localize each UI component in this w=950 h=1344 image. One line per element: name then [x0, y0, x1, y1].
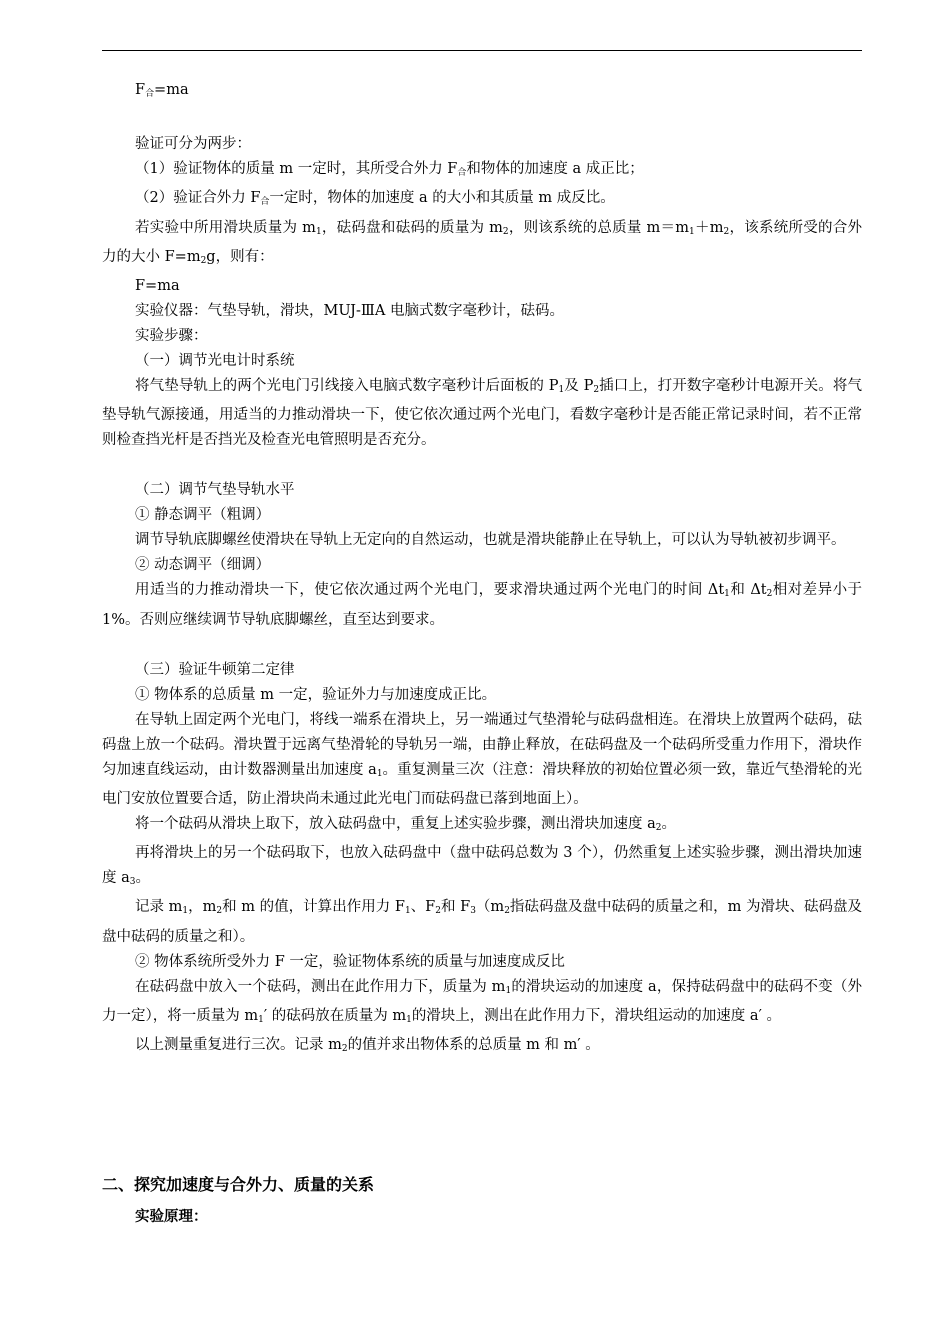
dynamic-level-title: ② 动态调平（细调） — [135, 557, 271, 574]
part-1-title: ① 物体系的总质量 m 一定，验证外力与加速度成正比。 — [135, 686, 497, 703]
static-level-body: 调节导轨底脚螺丝使滑块在导轨上无定向的自然运动，也就是滑块能静止在导轨上，可以认为导轨被初步调平。 — [135, 532, 846, 549]
formula-newton: $F_合=ma$ — [135, 82, 189, 100]
instruments: 实验仪器：气垫导轨，滑块，MUJ-ⅢA 电脑式数字毫秒计，砝码。 — [135, 303, 564, 320]
section-3-title: （三）验证牛顿第二定律 — [135, 661, 295, 678]
verify-step-1: （1）验证物体的质量 m 一定时，其所受合外力 $F_合$和物体的加速度 a 成正比； — [135, 161, 644, 179]
verify-intro: 验证可分为两步： — [135, 136, 251, 153]
mass-paragraph: 若实验中所用滑块质量为 $m_1$，砝码盘和砝码的质量为 $m_2$，则该系统的总质量 $m=m_1+m_2$，该系统所受的合外力的大小 $F=m_2g$，则有： — [102, 219, 863, 267]
part-1-para-1: 在导轨上固定两个光电门，将线一端系在滑块上，另一端通过气垫滑轮与砝码盘相连。在滑块上放置两个砝码，砝码盘上放一个砝码。滑块置于远离气垫滑轮的导轨另一端，由静止释放，在砝码盘及一个砝码所受重力作用下，滑块作匀加速直线运动，由计数器测量出加速度 $a_1$。重复测量三次（注意：滑块释放的初始位置必须一致，靠近气垫滑轮的光电门安放位置要合适，防止滑块尚未通过此光电门而砝码盘已落到地面上）。 — [102, 711, 862, 807]
part-2-para-1: 在砝码盘中放入一个砝码，测出在此作用力下，质量为 $m_1$的滑块运动的加速度 a，保持砝码盘中的砝码不变（外力一定），将一质量为 $m_1'$ 的砝码放在质量为 $m_1$的滑块上，测出在此作用力下，滑块组运动的加速度 a′ 。 — [102, 978, 862, 1026]
document-body — [102, 78, 862, 1230]
section-2-title: （二）调节气垫导轨水平 — [135, 482, 295, 499]
formula-fma: F=ma — [135, 278, 180, 295]
section-heading-2: 二、探究加速度与合外力、质量的关系 — [102, 1175, 375, 1195]
principle-label: 实验原理： — [135, 1209, 208, 1226]
verify-step-2: （2）验证合外力 $F_合$一定时，物体的加速度 a 的大小和其质量 m 成反比。 — [135, 190, 615, 208]
part-1-para-4: 记录 $m_1$，$m_2$和 m 的值，计算出作用力 $F_1$、$F_2$和 $F_3(m_2$指砝码盘及盘中砝码的质量之和，m 为滑块、砝码盘及盘中砝码的质量之和）。 — [102, 899, 863, 945]
section-1-title: （一）调节光电计时系统 — [135, 353, 295, 370]
part-1-para-2: 将一个砝码从滑块上取下，放入砝码盘中，重复上述实验步骤，测出滑块加速度 $a_2$。 — [135, 815, 676, 834]
header-rule — [102, 50, 862, 51]
part-2-para-2: 以上测量重复进行三次。记录 $m_2$的值并求出物体系的总质量 m 和 m′ 。 — [135, 1037, 600, 1055]
steps-title: 实验步骤： — [135, 328, 208, 345]
section-1-body: 将气垫导轨上的两个光电门引线接入电脑式数字毫秒计后面板的 $P_1$及 $P_2$插口上，打开数字毫秒计电源开关。将气垫导轨气源接通，用适当的力推动滑块一下，使它依次通过两个光电门，看数字毫秒计是否能正常记录时间，若不正常则检查挡光杆是否挡光及检查光电管照明是否充分。 — [102, 378, 862, 449]
part-1-para-3: 再将滑块上的另一个砝码取下，也放入砝码盘中（盘中砝码总数为 3 个），仍然重复上述实验步骤，测出滑块加速度 $a_3$。 — [102, 845, 862, 888]
part-2-title: ② 物体系统所受外力 F 一定，验证物体系统的质量与加速度成反比 — [135, 953, 565, 970]
static-level-title: ① 静态调平（粗调） — [135, 507, 271, 524]
dynamic-level-body: 用适当的力推动滑块一下，使它依次通过两个光电门，要求滑块通过两个光电门的时间 $\Delta t_1$和 $\Delta t_2$相对差异小于 1%。否则应继续调节导轨底脚螺丝，直至达到要求。 — [102, 582, 863, 628]
